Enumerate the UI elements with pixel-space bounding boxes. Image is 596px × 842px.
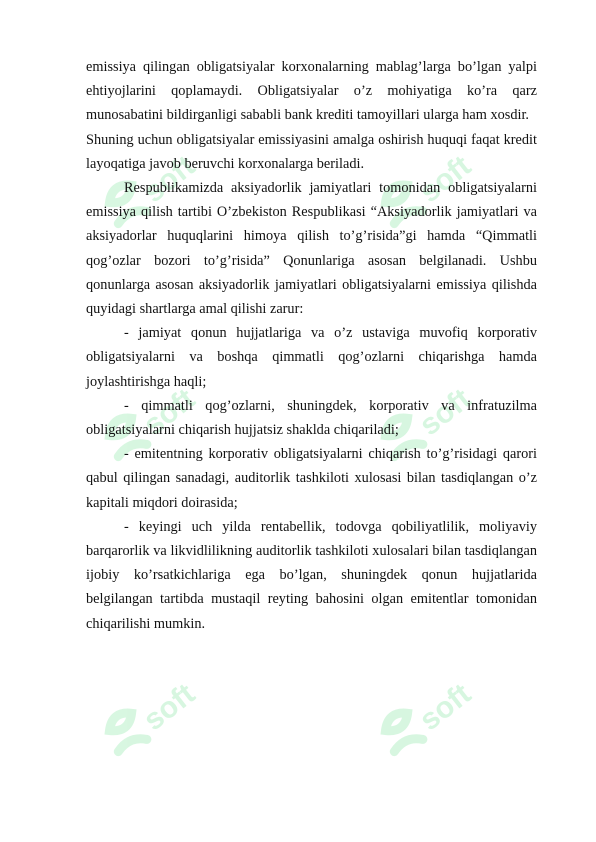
list-item-1: - jamiyat qonun hujjatlariga va o’z ustaviga muvofiq korporativ obligatsiyalarni va boshqa qimmatli qog’ozlarni chiqarishga hamda joylashtirishga haqli; — [86, 325, 537, 390]
watermark-text: soft — [137, 677, 202, 738]
watermark-text: soft — [137, 149, 202, 210]
paragraph-3: Respublikamizda aksiyadorlik jamiyatlari tomonidan obligatsiyalarni emissiya qilish tartibi O’zbekiston Respublikasi “Aksiyadorlik jamiyatlari va aksiyadorlar huquqlarini himoya qilish to’g’risida”gi hamda “Qimmatli qog’ozlar bozori to’g’risida” Qonunlariga asosan belgilanadi. Ushbu qonunlarga asosan aksiyadorlik jamiyatlari obligatsiyalarni emissiya qilishda quyidagi shartlarga amal qilishi zarur: — [86, 180, 537, 318]
body-text — [86, 55, 537, 636]
watermark-text: soft — [137, 382, 202, 443]
paragraph-2: Shuning uchun obligatsiyalar emissiyasini amalga oshirish huquqi faqat kredit layoqatiga javob beruvchi korxonalarga beriladi. — [86, 131, 537, 172]
list-item-2: - qimmatli qog’ozlarni, shuningdek, korporativ va infratuzilma obligatsiyalarni chiqarish hujjatsiz shaklda chiqariladi; — [86, 397, 537, 439]
paragraph-1: emissiya qilingan obligatsiyalar korxonalarning mablag’larga bo’lgan yalpi ehtiyojlarini qoplamaydi. Obligatsiyalar o’z mohiyatiga ko’ra qarz munosabatini bildirganligi sababli bank krediti tamoyillari ularga ham xosdir. — [86, 59, 537, 124]
watermark-text: soft — [413, 382, 478, 443]
watermark-text: soft — [413, 149, 478, 210]
watermark — [358, 640, 508, 790]
s-logo-icon — [376, 708, 426, 758]
s-logo-icon — [100, 708, 150, 758]
list-item-3: - emitentning korporativ obligatsiyalarni chiqarish to’g’risidagi qarori qabul qilingan sanadagi, auditorlik tashkiloti xulosasi bilan tasdiqlangan o’z kapitali miqdori doirasida; — [86, 446, 537, 511]
watermark-text: soft — [413, 677, 478, 738]
list-item-4: - keyingi uch yilda rentabellik, todovga qobiliyatlilik, moliyaviy barqarorlik va likvidlilikning auditorlik tashkiloti xulosalari bilan tasdiqlangan ijobiy ko’rsatkichlariga ega bo’lgan, shuningdek qonun hujjatlarida belgilangan tartibda mustaqil reyting bahosini olgan emitentlar tomonidan chiqarilishi mumkin. — [86, 518, 537, 632]
watermark — [82, 640, 232, 790]
